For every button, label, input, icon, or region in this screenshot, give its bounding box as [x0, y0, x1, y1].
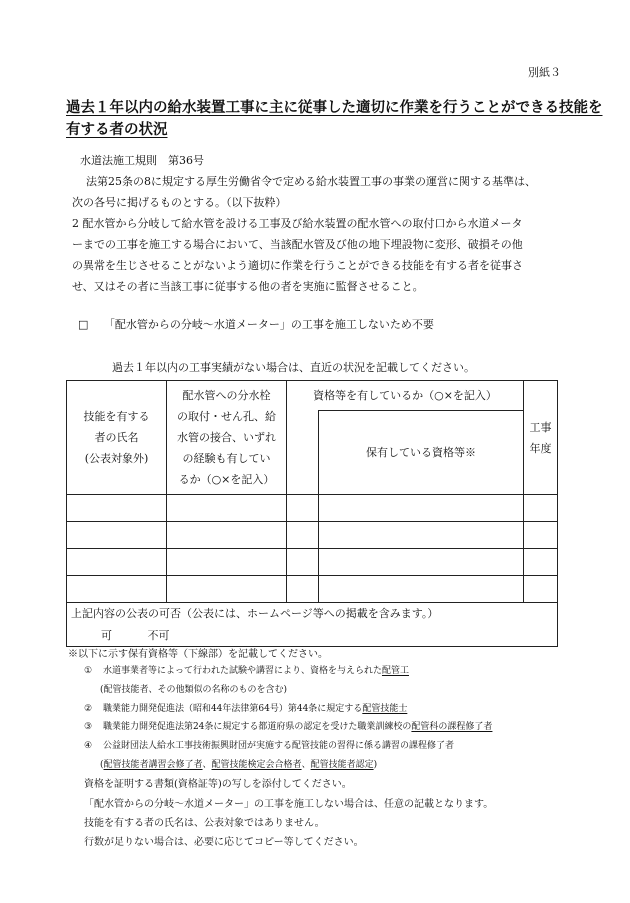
note-item-3: ③ 職業能力開発促進法第24条に規定する都道府県の認定を受けた職業訓練校の配管科の課程修了者: [84, 722, 493, 732]
page-title-line1: 過去１年以内の給水装置工事に主に従事した適切に作業を行うことができる技能を: [66, 99, 603, 116]
regulation-para2d: せ、又はその者に当該工事に従事する他の者を実施に監督させること。: [72, 280, 424, 293]
cell-name[interactable]: [67, 549, 167, 576]
cell-year[interactable]: [524, 549, 558, 576]
note-item-4: ④ 公益財団法人給水工事技術振興財団が実施する配管技能の習得に係る講習の課程修了者: [84, 741, 454, 751]
table-row: [67, 576, 558, 603]
cell-qual-mark[interactable]: [287, 522, 319, 549]
header-held-qualifications: 保有している資格等※: [319, 411, 524, 495]
table-caption: 過去１年以内の工事実績がない場合は、直近の状況を記載してください。: [112, 361, 475, 374]
work-record-table: [66, 380, 558, 647]
page-title-line2: 有する者の状況: [66, 121, 168, 138]
not-required-checkbox[interactable]: [78, 316, 434, 332]
cell-experience[interactable]: [167, 495, 287, 522]
note-item-2: ② 職業能力開発促進法（昭和44年法律第64号）第44条に規定する配管技能士: [84, 704, 408, 714]
cell-name[interactable]: [67, 522, 167, 549]
regulation-para2b: ーまでの工事を施工する場合において、当該配水管及び他の地下埋設物に変形、破損その他: [72, 238, 523, 251]
header-work-experience: 配水管への分水栓 の取付・せん孔、給 水管の接合、いずれ の経験も有してい るか（○×を記入）: [167, 381, 287, 495]
cell-qual-detail[interactable]: [319, 495, 524, 522]
regulation-para2c: の異常を生じさせることがないよう適切に作業を行うことができる技能を有する者を従事さ: [72, 259, 523, 272]
notes-intro: ※以下に示す保有資格等（下線部）を記載してください。: [68, 649, 328, 660]
cell-year[interactable]: [524, 495, 558, 522]
header-work-year: 工事 年度: [524, 381, 558, 495]
note-item-1: ① 水道事業者等によって行われた試験や講習により、資格を与えられた配管工: [84, 666, 409, 676]
regulation-heading: 水道法施工規則 第36号: [80, 154, 204, 167]
regulation-para1: 法第25条の8に規定する厚生労働省令で定める給水装置工事の事業の運営に関する基準は、: [86, 175, 536, 188]
header-qualification: 資格等を有しているか（○×を記入）: [287, 381, 524, 411]
cell-year[interactable]: [524, 522, 558, 549]
publish-options: [67, 625, 558, 647]
table-row: [67, 522, 558, 549]
regulation-para2: 2 配水管から分岐して給水管を設ける工事及び給水装置の配水管への取付口から水道メータ: [72, 217, 523, 230]
note-extra-3: 技能を有する者の氏名は、公表対象ではありません。: [84, 818, 325, 829]
cell-experience[interactable]: [167, 522, 287, 549]
regulation-para1b: 次の各号に掲げるものとする。（以下抜粋）: [72, 196, 287, 209]
cell-experience[interactable]: [167, 549, 287, 576]
note-item-1-sub: (配管技能者、その他類似の名称のものを含む): [100, 685, 288, 695]
publish-no-option[interactable]: 不可: [147, 628, 170, 642]
cell-qual-mark[interactable]: [287, 576, 319, 603]
checkbox-label: 「配水管からの分岐～水道メーター」の工事を施工しないため不要: [103, 318, 434, 331]
cell-qual-mark[interactable]: [287, 495, 319, 522]
note-item-4-sub: (配管技能者講習会修了者、配管技能検定会合格者、配管技能者認定): [100, 760, 378, 770]
publish-question: 上記内容の公表の可否（公表には、ホームページ等への掲載を含みます。）: [67, 603, 558, 625]
cell-year[interactable]: [524, 576, 558, 603]
note-extra-2: 「配水管からの分岐～水道メーター」の工事を施工しない場合は、任意の記載となります。: [84, 799, 494, 810]
publish-yes-option[interactable]: 可: [101, 628, 112, 642]
note-extra-1: 資格を証明する書類(資格証等)の写しを添付してください。: [84, 779, 352, 790]
table-row: [67, 549, 558, 576]
cell-qual-detail[interactable]: [319, 576, 524, 603]
header-qualification-mark-col: [287, 411, 319, 495]
cell-name[interactable]: [67, 576, 167, 603]
cell-qual-mark[interactable]: [287, 549, 319, 576]
table-row: [67, 495, 558, 522]
header-skill-holder-name: 技能を有する 者の氏名 (公表対象外): [67, 381, 167, 495]
cell-qual-detail[interactable]: [319, 522, 524, 549]
attachment-label: 別紙３: [528, 66, 561, 79]
checkbox-symbol[interactable]: □: [78, 318, 89, 331]
note-extra-4: 行数が足りない場合は、必要に応じてコピー等してください。: [84, 837, 364, 848]
cell-name[interactable]: [67, 495, 167, 522]
cell-experience[interactable]: [167, 576, 287, 603]
cell-qual-detail[interactable]: [319, 549, 524, 576]
